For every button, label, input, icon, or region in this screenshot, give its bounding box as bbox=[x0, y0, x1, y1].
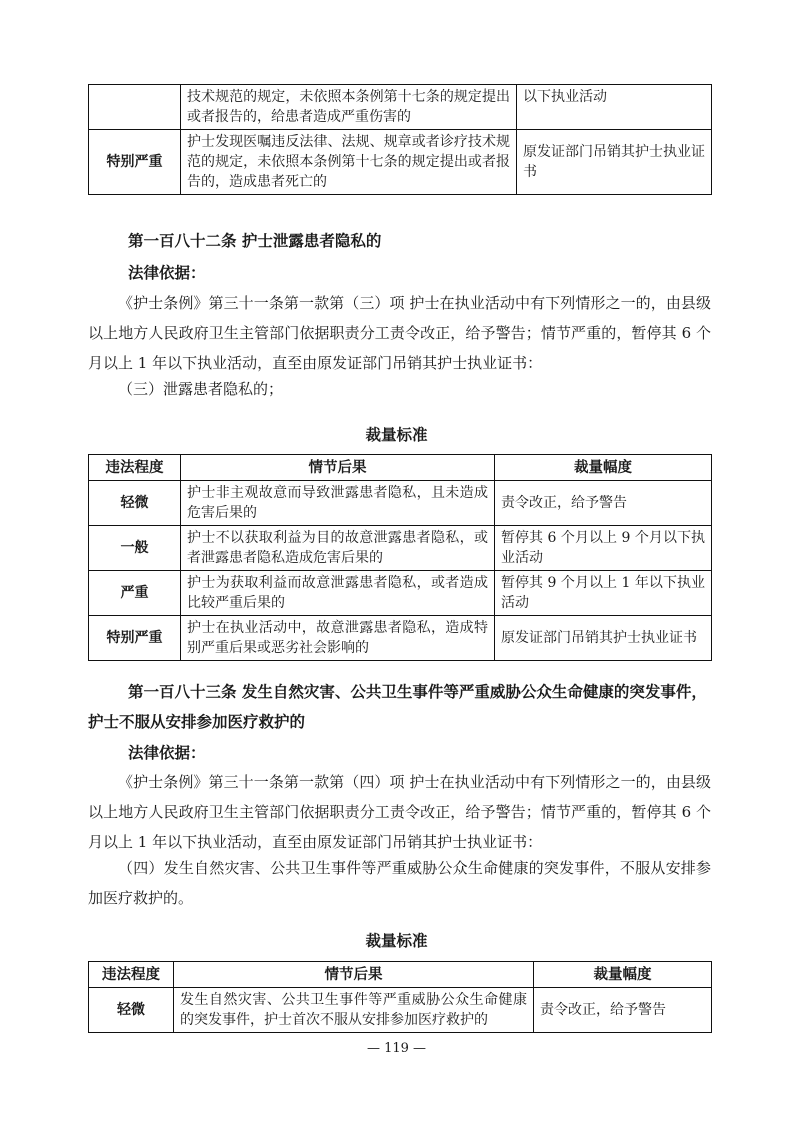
article-182-item: （三）泄露患者隐私的； bbox=[118, 380, 284, 398]
penalty-cell: 以下执业活动 bbox=[517, 85, 712, 130]
penalty-cell: 暂停其 9 个月以上 1 年以下执业活动 bbox=[495, 571, 712, 616]
article-182-standard-table bbox=[88, 454, 712, 661]
standard-title: 裁量标准 bbox=[365, 426, 428, 444]
article-182-basis-label: 法律依据： bbox=[128, 264, 206, 282]
circumstance-cell: 护士为获取利益而故意泄露患者隐私，或者造成比较严重后果的 bbox=[181, 571, 495, 616]
penalty-cell: 责令改正，给予警告 bbox=[534, 988, 712, 1033]
degree-cell bbox=[89, 85, 181, 130]
article-183-basis-text: 《护士条例》第三十一条第一款第（四）项 护士在执业活动中有下列情形之一的，由县级以上地方人民政府卫生主管部门依据职责分工责令改正，给予警告；情节严重的，暂停其 6 个月以上 1 年以下执业活动，直至由原发证部门吊销其护士执业证书： bbox=[88, 773, 711, 851]
table-row bbox=[89, 481, 712, 526]
column-header: 违法程度 bbox=[89, 455, 181, 481]
circumstance-cell: 护士在执业活动中，故意泄露患者隐私，造成特别严重后果或恶劣社会影响的 bbox=[181, 616, 495, 661]
article-182-basis-text: 《护士条例》第三十一条第一款第（三）项 护士在执业活动中有下列情形之一的，由县级以上地方人民政府卫生主管部门依据职责分工责令改正，给予警告；情节严重的，暂停其 6 个月以上 1 年以下执业活动，直至由原发证部门吊销其护士执业证书： bbox=[88, 294, 711, 372]
page-number: — 119 — bbox=[366, 1041, 427, 1056]
table-header-row bbox=[89, 962, 712, 988]
table-row bbox=[89, 616, 712, 661]
circumstance-cell: 发生自然灾害、公共卫生事件等严重威胁公众生命健康的突发事件，护士首次不服从安排参加医疗救护的 bbox=[174, 988, 534, 1033]
penalty-cell: 暂停其 6 个月以上 9 个月以下执业活动 bbox=[495, 526, 712, 571]
column-header: 情节后果 bbox=[174, 962, 534, 988]
table-row bbox=[89, 988, 712, 1033]
top-standard-table bbox=[88, 84, 712, 195]
degree-cell: 轻微 bbox=[89, 988, 174, 1033]
article-183-standard-table bbox=[88, 961, 712, 1033]
circumstance-cell: 护士非主观故意而导致泄露患者隐私，且未造成危害后果的 bbox=[181, 481, 495, 526]
circumstance-cell: 技术规范的规定，未依照本条例第十七条的规定提出或者报告的，给患者造成严重伤害的 bbox=[181, 85, 517, 130]
circumstance-cell: 护士发现医嘱违反法律、法规、规章或者诊疗技术规范的规定，未依照本条例第十七条的规定提出或者报告的，造成患者死亡的 bbox=[181, 130, 517, 195]
table-row bbox=[89, 130, 712, 195]
article-182-title: 第一百八十二条 护士泄露患者隐私的 bbox=[128, 232, 382, 250]
degree-cell: 轻微 bbox=[89, 481, 181, 526]
column-header: 违法程度 bbox=[89, 962, 174, 988]
column-header: 裁量幅度 bbox=[495, 455, 712, 481]
circumstance-cell: 护士不以获取利益为目的故意泄露患者隐私，或者泄露患者隐私造成危害后果的 bbox=[181, 526, 495, 571]
degree-cell: 特别严重 bbox=[89, 130, 181, 195]
degree-cell: 一般 bbox=[89, 526, 181, 571]
article-183-item: （四）发生自然灾害、公共卫生事件等严重威胁公众生命健康的突发事件，不服从安排参加医疗救护的。 bbox=[88, 859, 711, 907]
table-row bbox=[89, 526, 712, 571]
degree-cell: 特别严重 bbox=[89, 616, 181, 661]
penalty-cell: 原发证部门吊销其护士执业证书 bbox=[495, 616, 712, 661]
column-header: 情节后果 bbox=[181, 455, 495, 481]
degree-cell: 严重 bbox=[89, 571, 181, 616]
table-row bbox=[89, 85, 712, 130]
article-183-basis-label: 法律依据： bbox=[128, 744, 206, 762]
penalty-cell: 原发证部门吊销其护士执业证书 bbox=[517, 130, 712, 195]
penalty-cell: 责令改正，给予警告 bbox=[495, 481, 712, 526]
standard-title: 裁量标准 bbox=[365, 932, 428, 950]
table-row bbox=[89, 571, 712, 616]
article-183-title: 第一百八十三条 发生自然灾害、公共卫生事件等严重威胁公众生命健康的突发事件，护士不服从安排参加医疗救护的 bbox=[88, 683, 707, 731]
table-header-row bbox=[89, 455, 712, 481]
column-header: 裁量幅度 bbox=[534, 962, 712, 988]
